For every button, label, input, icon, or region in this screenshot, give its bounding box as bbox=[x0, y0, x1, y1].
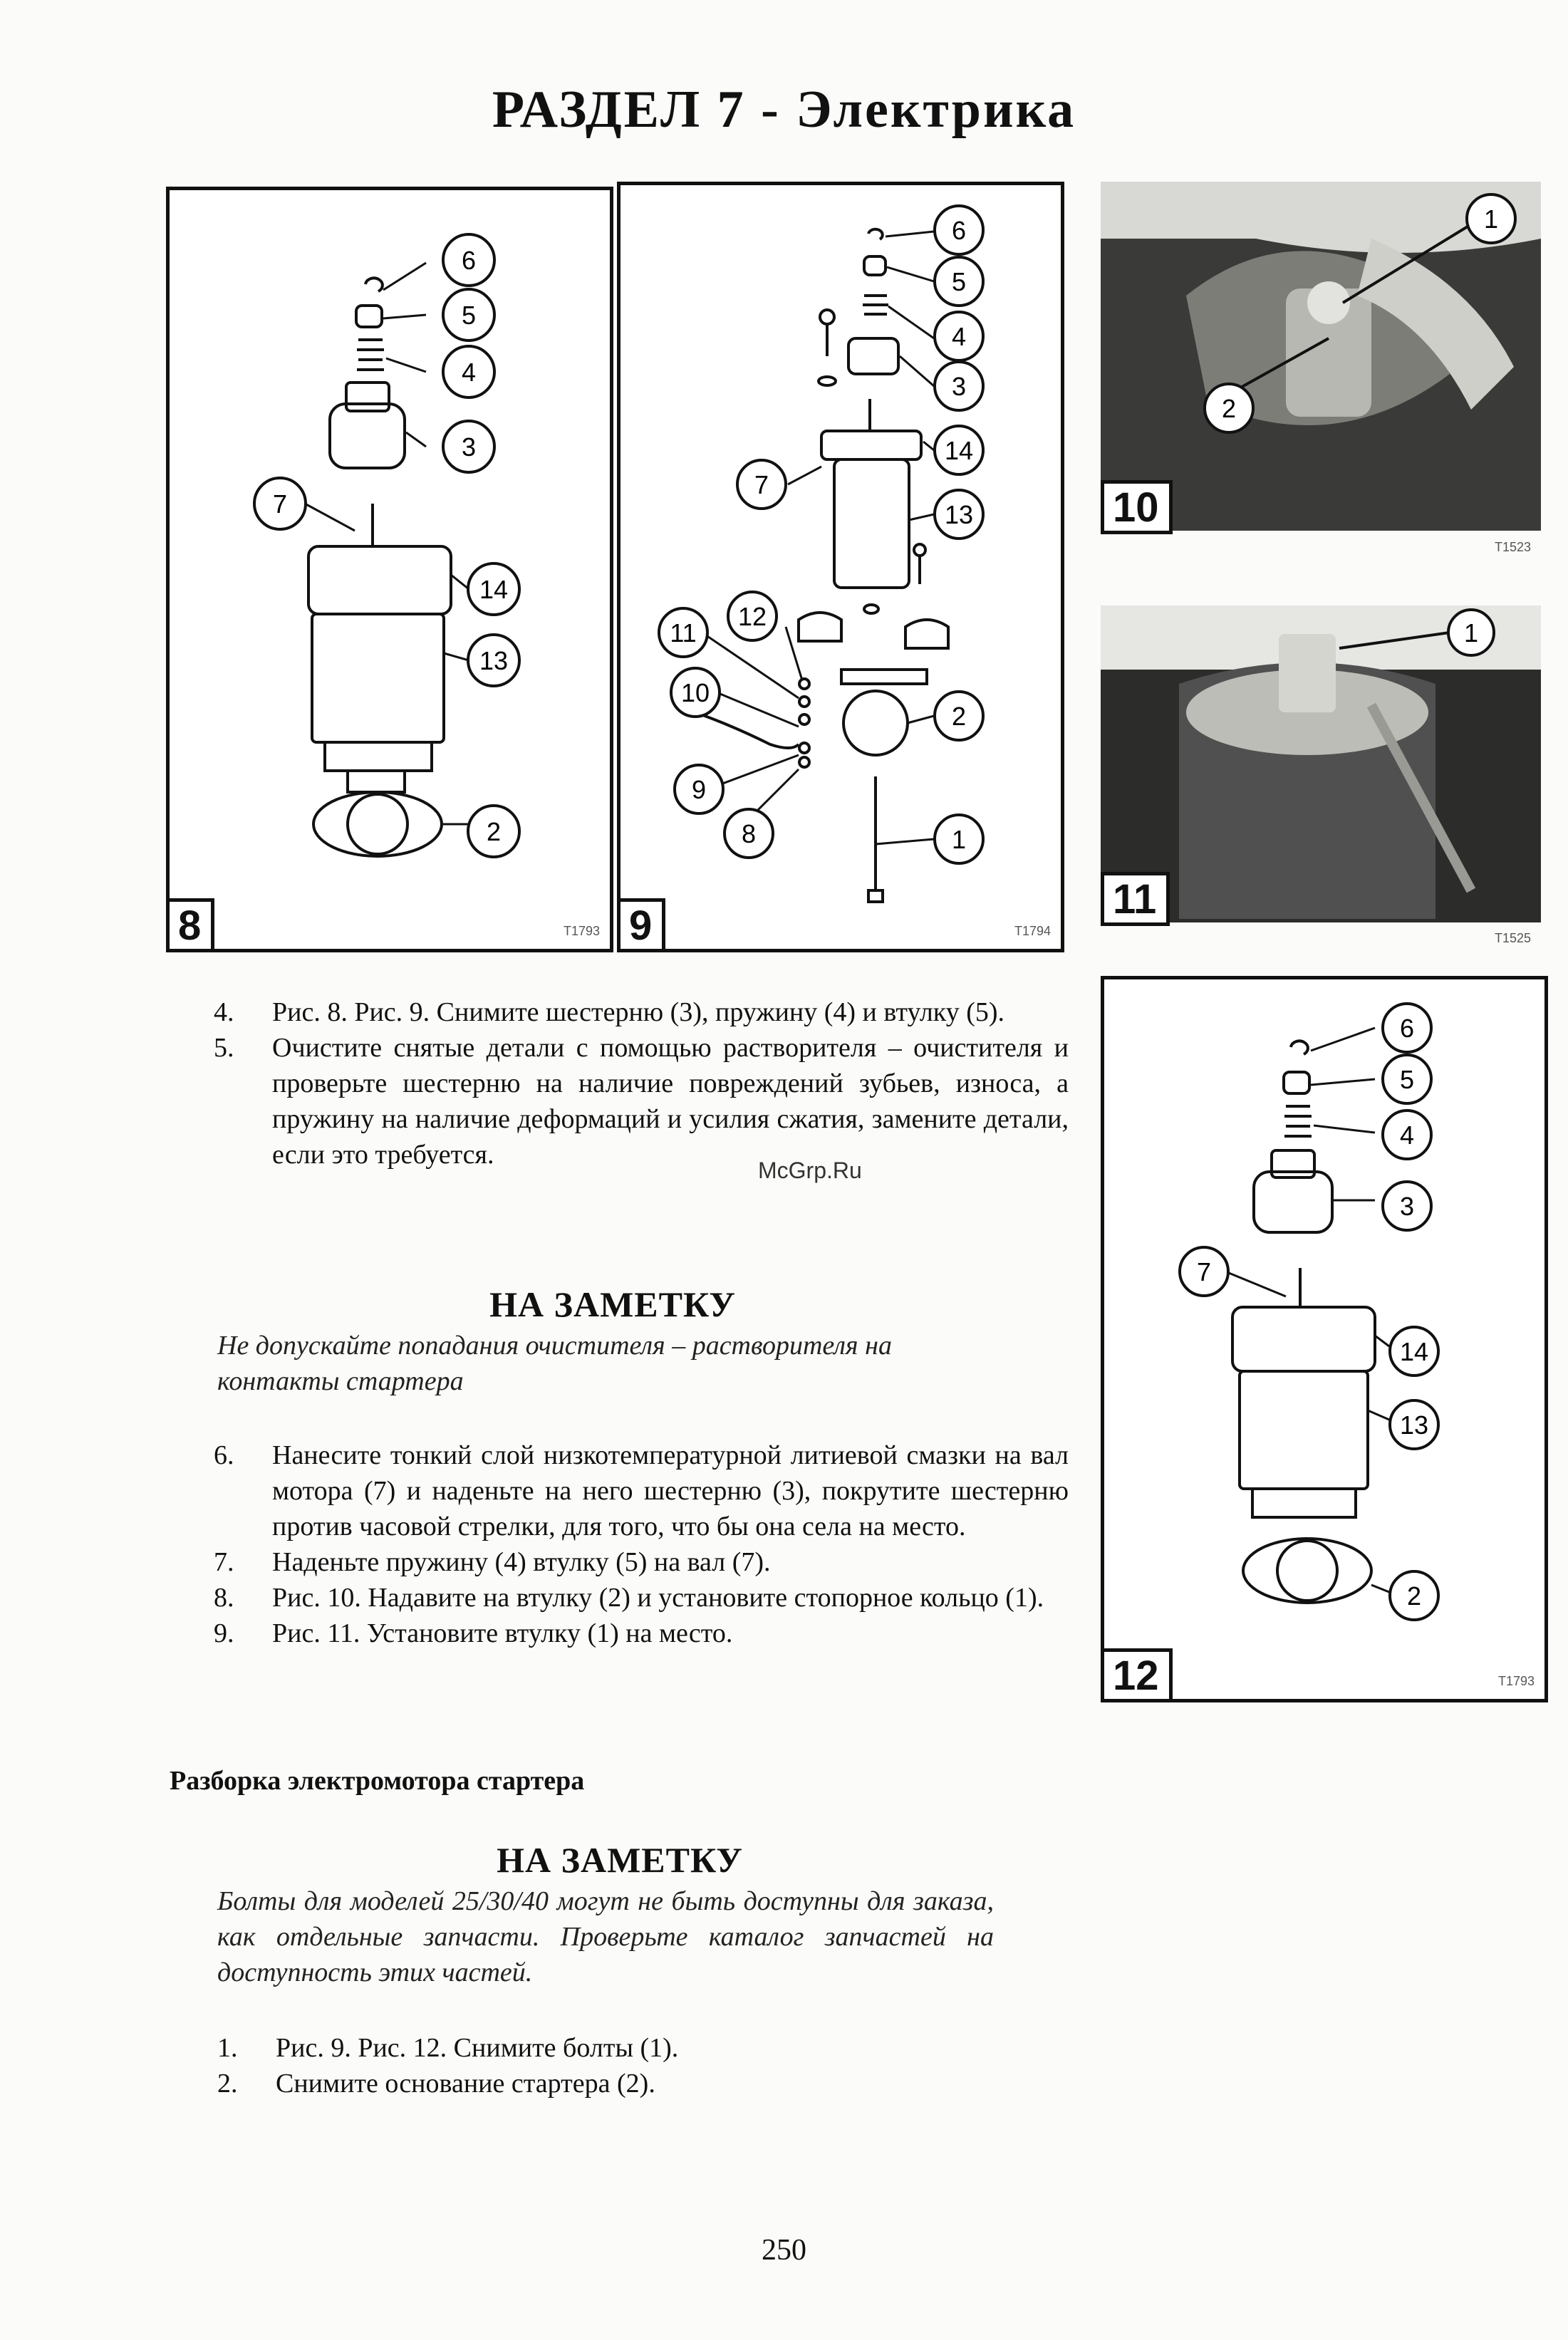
figure-8 bbox=[166, 187, 613, 952]
figure-10 bbox=[1101, 182, 1541, 531]
callout-label: 7 bbox=[272, 489, 288, 519]
step-number: 6. bbox=[214, 1440, 234, 1470]
list-item bbox=[214, 1580, 1069, 1616]
callout-label: 11 bbox=[670, 618, 697, 648]
figure-code: T1523 bbox=[1495, 540, 1532, 554]
callout-label: 1 bbox=[951, 825, 967, 854]
step-text: Рис. 8. Рис. 9. Снимите шестерню (3), пружину (4) и втулку (5). bbox=[272, 997, 1005, 1027]
note-title: НА ЗАМЕТКУ bbox=[497, 1840, 743, 1880]
note-text: Не допускайте попадания очистителя – растворителя на контакты стартера bbox=[217, 1331, 892, 1396]
callout-label: 14 bbox=[1399, 1337, 1429, 1366]
photo-starter-gear bbox=[1101, 182, 1541, 531]
list-item bbox=[214, 1544, 1069, 1580]
callout-label: 2 bbox=[1221, 394, 1237, 423]
callout-label: 13 bbox=[1399, 1410, 1429, 1440]
step-text: Снимите основание стартера (2). bbox=[276, 2069, 655, 2099]
figure-number: 9 bbox=[621, 898, 665, 949]
figure-number: 11 bbox=[1101, 872, 1170, 926]
figure-code: T1525 bbox=[1495, 931, 1532, 945]
step-text: Рис. 9. Рис. 12. Снимите болты (1). bbox=[276, 2033, 679, 2063]
figure-number: 10 bbox=[1101, 480, 1173, 534]
figure-code: T1793 bbox=[563, 924, 600, 938]
figure-12 bbox=[1101, 976, 1548, 1702]
callout-label: 7 bbox=[754, 470, 769, 499]
figure-9 bbox=[617, 182, 1064, 952]
callout-label: 13 bbox=[479, 646, 509, 675]
page-number: 250 bbox=[762, 2234, 806, 2267]
callout-label: 1 bbox=[1483, 204, 1499, 234]
callout-label: 14 bbox=[944, 436, 974, 465]
callout-label: 2 bbox=[951, 702, 967, 731]
callout-labels bbox=[1197, 1014, 1428, 1611]
step-text: Очистите снятые детали с помощью растворителя – очистителя и проверьте шестерню на наличие повреждений зубьев, износа, а пружину на наличие деформаций и усилия сжатия, замените детали, если это требуется. bbox=[272, 1033, 1069, 1170]
callout-label: 12 bbox=[737, 602, 767, 631]
steps-list bbox=[217, 2030, 1072, 2101]
step-text: Рис. 10. Надавите на втулку (2) и установите стопорное кольцо (1). bbox=[272, 1583, 1044, 1613]
callout-label: 3 bbox=[1399, 1192, 1415, 1221]
step-number: 4. bbox=[214, 997, 234, 1027]
starter-exploded-diagram bbox=[170, 190, 610, 949]
callout-label: 4 bbox=[461, 358, 477, 387]
callout-label: 7 bbox=[1196, 1257, 1212, 1286]
figure-code: T1794 bbox=[1014, 924, 1051, 938]
starter-exploded-diagram bbox=[621, 185, 1061, 949]
callout-label: 14 bbox=[479, 575, 509, 604]
callout-label: 6 bbox=[951, 216, 967, 245]
figure-code: T1793 bbox=[1497, 1674, 1535, 1688]
callout-label: 8 bbox=[741, 819, 757, 848]
callout-label: 5 bbox=[951, 267, 967, 296]
step-text: Нанесите тонкий слой низкотемпературной литиевой смазки на вал мотора (7) и наденьте на него шестерню (3), покрутите шестерню против часовой стрелки, для того, что бы она села на место. bbox=[272, 1440, 1069, 1541]
callout-label: 10 bbox=[680, 678, 710, 707]
section-subheading: Разборка электромотора стартера bbox=[170, 1766, 585, 1796]
note-text: Болты для моделей 25/30/40 могут не быть доступны для заказа, как отдельные запчасти. Проверьте каталог запчастей на доступность этих частей. bbox=[217, 1886, 994, 1987]
figure-number: 12 bbox=[1104, 1648, 1173, 1699]
step-text: Рис. 11. Установите втулку (1) на место. bbox=[272, 1618, 733, 1648]
callout-label: 3 bbox=[461, 432, 477, 462]
list-item bbox=[214, 994, 1069, 1030]
list-item bbox=[214, 1030, 1069, 1172]
callout-label: 5 bbox=[461, 301, 477, 330]
step-number: 7. bbox=[214, 1547, 234, 1577]
callout-label: 4 bbox=[951, 322, 967, 351]
watermark: McGrp.Ru bbox=[758, 1158, 862, 1183]
list-item bbox=[217, 2066, 1072, 2101]
callout-label: 13 bbox=[944, 500, 974, 529]
list-item bbox=[217, 2030, 1072, 2066]
callout-label: 4 bbox=[1399, 1120, 1415, 1150]
callout-label: 2 bbox=[486, 817, 502, 846]
steps-list bbox=[214, 1437, 1069, 1651]
page-title: РАЗДЕЛ 7 - Электрика bbox=[492, 80, 1076, 139]
starter-exploded-diagram bbox=[1104, 979, 1544, 1699]
list-item bbox=[214, 1616, 1069, 1651]
steps-list bbox=[214, 994, 1069, 1172]
callout-label: 3 bbox=[951, 372, 967, 401]
callout-label: 5 bbox=[1399, 1065, 1415, 1094]
callout-label: 6 bbox=[461, 246, 477, 275]
step-number: 8. bbox=[214, 1583, 234, 1613]
figure-11 bbox=[1101, 605, 1541, 922]
callout-label: 6 bbox=[1399, 1014, 1415, 1043]
step-number: 9. bbox=[214, 1618, 234, 1648]
step-number: 1. bbox=[217, 2033, 238, 2063]
step-number: 2. bbox=[217, 2069, 238, 2099]
step-number: 5. bbox=[214, 1033, 234, 1063]
list-item bbox=[214, 1437, 1069, 1544]
callout-label: 1 bbox=[1463, 618, 1479, 648]
note-title: НА ЗАМЕТКУ bbox=[489, 1284, 736, 1324]
callout-label: 9 bbox=[691, 775, 707, 804]
figure-number: 8 bbox=[170, 898, 214, 949]
step-text: Наденьте пружину (4) втулку (5) на вал (7). bbox=[272, 1547, 771, 1577]
callout-label: 2 bbox=[1406, 1581, 1422, 1611]
